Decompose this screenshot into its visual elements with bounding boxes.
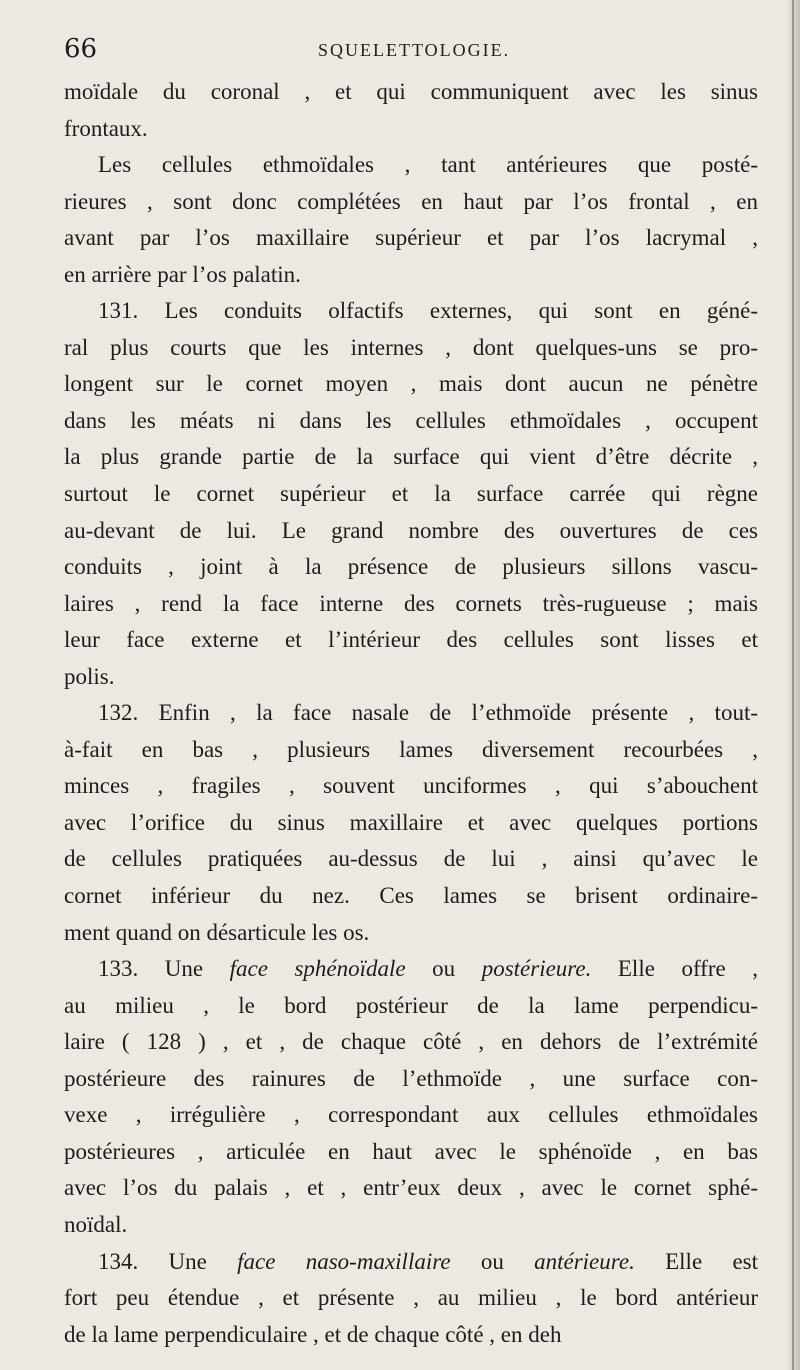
- text-line: fort peu étendue , et présente , au milieu , le bord antérieur: [64, 1285, 758, 1311]
- text-line: polis.: [64, 663, 115, 689]
- text-line: 132. Enfin , la face nasale de l’ethmoïde présente , tout-: [98, 700, 758, 726]
- text-line: Les cellules ethmoïdales , tant antérieures que posté-: [98, 152, 758, 178]
- italic-term: face sphénoïdale: [229, 956, 406, 982]
- text-line: ment quand on désarticule les os.: [64, 919, 370, 945]
- text-line: avec l’orifice du sinus maxillaire et avec quelques portions: [64, 809, 758, 835]
- text-line: la plus grande partie de la surface qui vient d’être décrite ,: [64, 444, 758, 470]
- text-line: ral plus courts que les internes , dont quelques-uns se pro-: [64, 334, 758, 360]
- text-line: moïdale du coronal , et qui communiquent avec les sinus: [64, 79, 758, 104]
- text-line: frontaux.: [64, 115, 148, 141]
- text-line: rieures , sont donc complétées en haut par l’os frontal , en: [64, 188, 758, 214]
- text-line: laires , rend la face interne des cornets très-rugueuse ; mais: [64, 590, 758, 616]
- page-header: [64, 34, 754, 74]
- text-line: de la lame perpendiculaire , et de chaque côté , en deh: [64, 1321, 562, 1347]
- text-line: leur face externe et l’intérieur des cellules sont lisses et: [64, 627, 758, 653]
- text-line: postérieures , articulée en haut avec le sphénoïde , en bas: [64, 1138, 758, 1164]
- text-line: surtout le cornet supérieur et la surface carrée qui règne: [64, 481, 758, 507]
- text-line: 131. Les conduits olfactifs externes, qui sont en géné-: [98, 298, 758, 324]
- text-line: postérieure des rainures de l’ethmoïde , une surface con-: [64, 1065, 758, 1091]
- text-line: 134. Une face naso-maxillaire ou antérieure. Elle est: [98, 1248, 758, 1274]
- text-line: avant par l’os maxillaire supérieur et par l’os lacrymal ,: [64, 225, 758, 251]
- page-number: 66: [64, 34, 98, 64]
- text-line: dans les méats ni dans les cellules ethmoïdales , occupent: [64, 407, 758, 433]
- page-edge-shadow: [786, 0, 800, 1370]
- text-line: laire ( 128 ) , et , de chaque côté , en dehors de l’extrémité: [64, 1029, 758, 1055]
- text-line: en arrière par l’os palatin.: [64, 261, 301, 287]
- text-line: au milieu , le bord postérieur de la lame perpendicu-: [64, 992, 758, 1018]
- text-line: avec l’os du palais , et , entr’eux deux , avec le cornet sphé-: [64, 1175, 758, 1201]
- italic-term: postérieure.: [481, 956, 592, 982]
- italic-term: face naso-maxillaire: [237, 1248, 451, 1274]
- body-text: [64, 74, 758, 1353]
- text-line: minces , fragiles , souvent unciformes , qui s’abouchent: [64, 773, 758, 799]
- text-line: noïdal.: [64, 1211, 128, 1237]
- running-head: SQUELETTOLOGIE.: [318, 40, 511, 60]
- text-line: à-fait en bas , plusieurs lames diversement recourbées ,: [64, 736, 758, 762]
- italic-term: antérieure.: [534, 1248, 635, 1274]
- text-line: longent sur le cornet moyen , mais dont aucun ne pénètre: [64, 371, 758, 397]
- text-line: au-devant de lui. Le grand nombre des ouvertures de ces: [64, 517, 758, 543]
- text-line: vexe , irrégulière , correspondant aux cellules ethmoïdales: [64, 1102, 758, 1128]
- text-line: conduits , joint à la présence de plusieurs sillons vascu-: [64, 554, 758, 580]
- text-line: cornet inférieur du nez. Ces lames se brisent ordinaire-: [64, 883, 758, 909]
- text-line: 133. Une face sphénoïdale ou postérieure. Elle offre ,: [98, 956, 758, 982]
- text-line: de cellules pratiquées au-dessus de lui , ainsi qu’avec le: [64, 846, 758, 872]
